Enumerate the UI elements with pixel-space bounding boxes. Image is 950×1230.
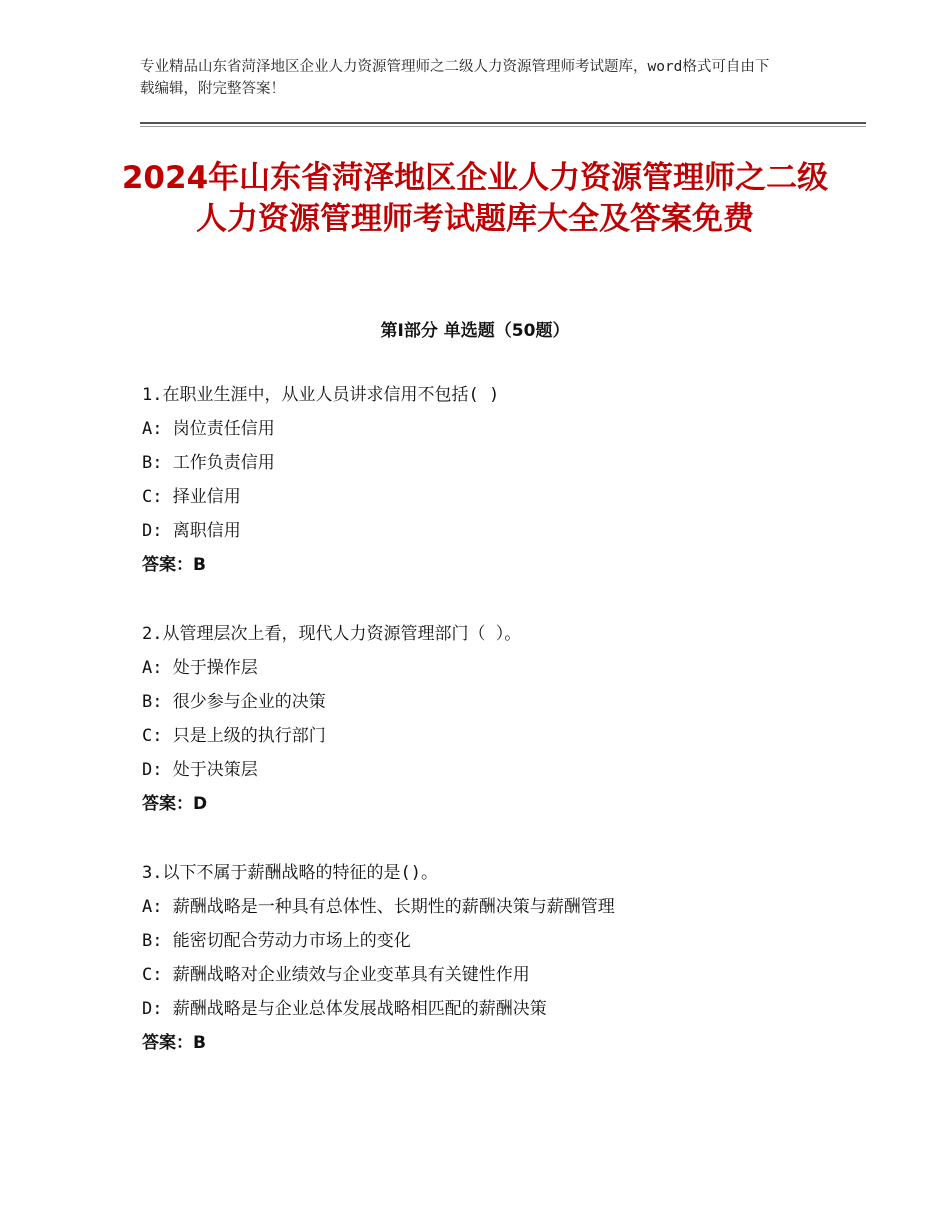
question-stem: 1.在职业生涯中，从业人员讲求信用不包括( ) (142, 385, 500, 405)
option-d: D: 薪酬战略是与企业总体发展战略相匹配的薪酬决策 (142, 999, 547, 1019)
option-d: D: 离职信用 (142, 521, 241, 541)
option-a: A: 薪酬战略是一种具有总体性、长期性的薪酬决策与薪酬管理 (142, 897, 615, 917)
option-b: B: 很少参与企业的决策 (142, 692, 326, 712)
question-1 (142, 378, 862, 582)
option-a: A: 岗位责任信用 (142, 419, 275, 439)
answer: 答案：B (142, 555, 206, 575)
document-title: 2024年山东省菏泽地区企业人力资源管理师之二级人力资源管理师考试题库大全及答案免费 (121, 160, 829, 237)
section-title: 第Ⅰ部分 单选题（50题） (380, 321, 570, 341)
answer: 答案：D (142, 794, 208, 814)
question-stem: 3.以下不属于薪酬战略的特征的是()。 (142, 863, 438, 883)
question-stem: 2.从管理层次上看，现代人力资源管理部门（ ）。 (142, 624, 522, 644)
header-divider-thin (140, 126, 866, 127)
question-2 (142, 617, 862, 821)
question-3 (142, 856, 862, 1060)
option-c: C: 薪酬战略对企业绩效与企业变革具有关键性作用 (142, 965, 530, 985)
answer: 答案：B (142, 1033, 206, 1053)
header-note: 专业精品山东省菏泽地区企业人力资源管理师之二级人力资源管理师考试题库，word格式可自由下载编辑，附完整答案！ (140, 59, 770, 97)
option-a: A: 处于操作层 (142, 658, 258, 678)
option-b: B: 能密切配合劳动力市场上的变化 (142, 931, 411, 951)
header-divider-thick (140, 122, 866, 124)
option-d: D: 处于决策层 (142, 760, 258, 780)
option-b: B: 工作负责信用 (142, 453, 275, 473)
option-c: C: 择业信用 (142, 487, 241, 507)
option-c: C: 只是上级的执行部门 (142, 726, 326, 746)
